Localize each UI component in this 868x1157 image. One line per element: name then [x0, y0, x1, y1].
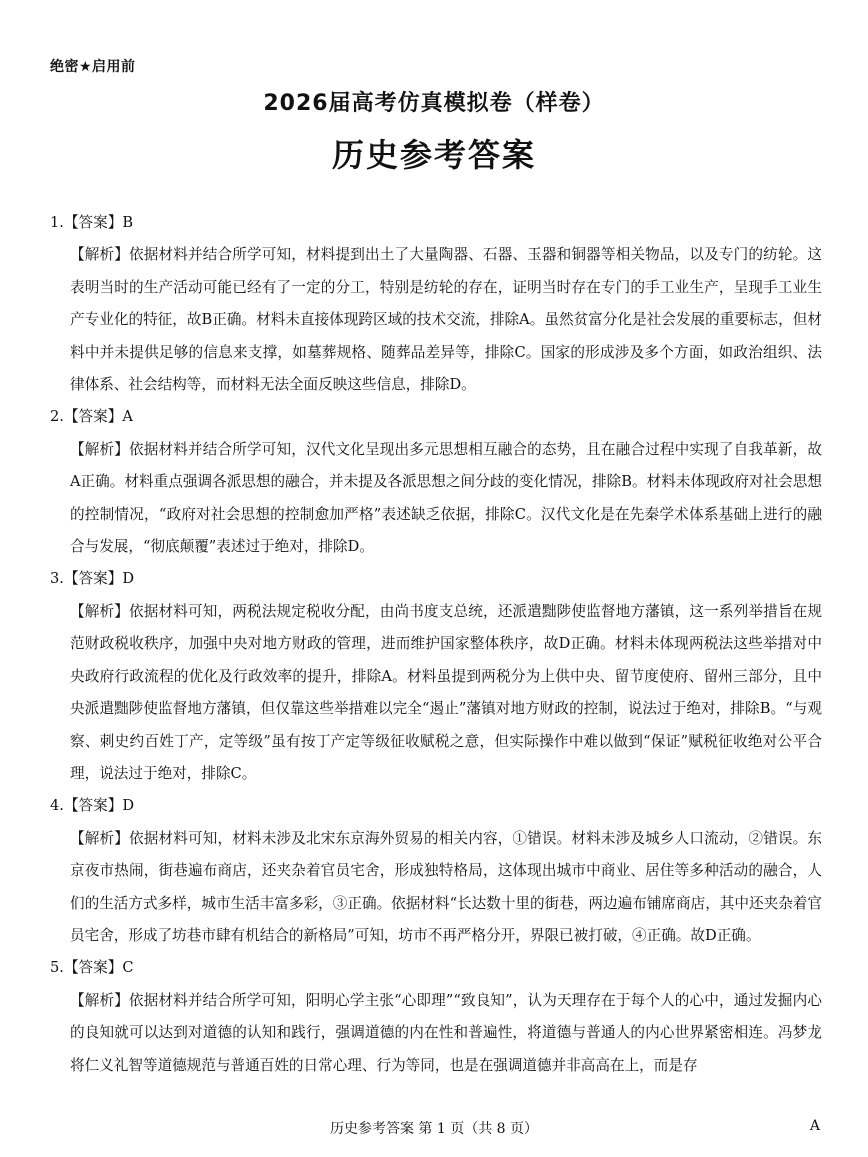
explanation-text: 【解析】依据材料可知，材料未涉及北宋东京海外贸易的相关内容，①错误。材料未涉及城乡人口流动，②错误。东京夜市热闹，街巷遍布商店，还夹杂着官员宅舍，形成独特格局，这体现出城市中商业、居住等多种活动的融合，人们的生活方式多样，城市生活丰富多彩，③正确。依据材料“长达数十里的街巷，两边遍布铺席商店，其中还夹杂着官员宅舍，形成了坊巷市肆有机结合的新格局”可知，坊市不再严格分开，界限已被打破，④正确。故D正确。	[70, 829, 822, 944]
question-number: 1.	[50, 214, 64, 231]
question-number: 2.	[50, 408, 64, 426]
explanation-text: 【解析】依据材料并结合所学可知，汉代文化呈现出多元思想相互融合的态势，且在融合过程中实现了自我革新，故A正确。材料重点强调各派思想的融合，并未提及各派思想之间分歧的变化情况，排除B。材料未体现政府对社会思想的控制情况，“政府对社会思想的控制愈加严格”表述缺乏依据，排除C。汉代文化是在先秦学术体系基础上进行的融合与发展，“彻底颠覆”表述过于绝对，排除D。	[70, 440, 822, 556]
explanation-text: 【解析】依据材料并结合所学可知，材料提到出土了大量陶器、石器、玉器和铜器等相关物品，以及专门的纺轮。这表明当时的生产活动可能已经有了一定的分工，特别是纺轮的存在，证明当时存在专门的手工业生产，呈现手工业生产专业化的特征，故B正确。材料未直接体现跨区域的技术交流，排除A。虽然贫富分化是社会发展的重要标志，但材料中并未提供足够的信息来支撑，如墓葬规格、随葬品差异等，排除C。国家的形成涉及多个方面，如政治组织、法律体系、社会结构等，而材料无法全面反映这些信息，排除D。	[70, 246, 822, 394]
answer-key: 【答案】D	[63, 570, 135, 588]
answer-item-4	[50, 790, 822, 952]
question-number: 5.	[50, 959, 64, 977]
answer-item-3	[50, 563, 822, 790]
answer-line	[50, 207, 822, 239]
explanation-text: 【解析】依据材料并结合所学可知，阳明心学主张“心即理”“致良知”，认为天理存在于每个人的心中，通过发掘内心的良知就可以达到对道德的认知和践行，强调道德的内在性和普遍性，将道德与普通人的内心世界紧密相连。冯梦龙将仁义礼智等道德规范与普通百姓的日常心理、行为等同，也是在强调道德并非高高在上，而是存	[70, 991, 822, 1074]
explanation-text: 【解析】依据材料可知，两税法规定税收分配，由尚书度支总统，还派遣黜陟使监督地方藩镇，这一系列举措旨在规范财政税收秩序，加强中央对地方财政的管理，进而维护国家整体秩序，故D正确。材料未体现两税法这些举措对中央政府行政流程的优化及行政效率的提升，排除A。材料虽提到两税分为上供中央、留节度使府、留州三部分，且中央派遣黜陟使监督地方藩镇，但仅靠这些举措难以完全“遏止”藩镇对地方财政的控制，说法过于绝对，排除B。“与观察、刺史约百姓丁产，定等级”虽有按丁产定等级征收赋税之意，但实际操作中难以做到“保证”赋税征收绝对公平合理，说法过于绝对，排除C。	[70, 602, 822, 782]
exam-title: 2026届高考仿真模拟卷（样卷）	[263, 91, 605, 116]
answer-item-2	[50, 401, 822, 563]
answer-line	[50, 401, 822, 433]
answer-key: 【答案】D	[63, 797, 135, 815]
answer-line	[50, 790, 822, 822]
answer-item-1	[50, 207, 822, 401]
answer-key: 【答案】C	[63, 959, 134, 977]
confidential-label: 绝密★启用前	[50, 59, 136, 75]
version-mark: A	[809, 1118, 820, 1134]
question-number: 4.	[50, 797, 64, 815]
page-footer: 历史参考答案 第 1 页（共 8 页）	[329, 1121, 539, 1137]
answer-key: 【答案】A	[63, 408, 133, 426]
answer-item-5	[50, 952, 822, 1082]
answer-line	[50, 952, 822, 984]
question-number: 3.	[50, 570, 64, 588]
answer-key: 【答案】B	[63, 214, 134, 231]
answer-line	[50, 563, 822, 595]
answer-list	[50, 207, 822, 1082]
document-subtitle: 历史参考答案	[331, 136, 536, 174]
